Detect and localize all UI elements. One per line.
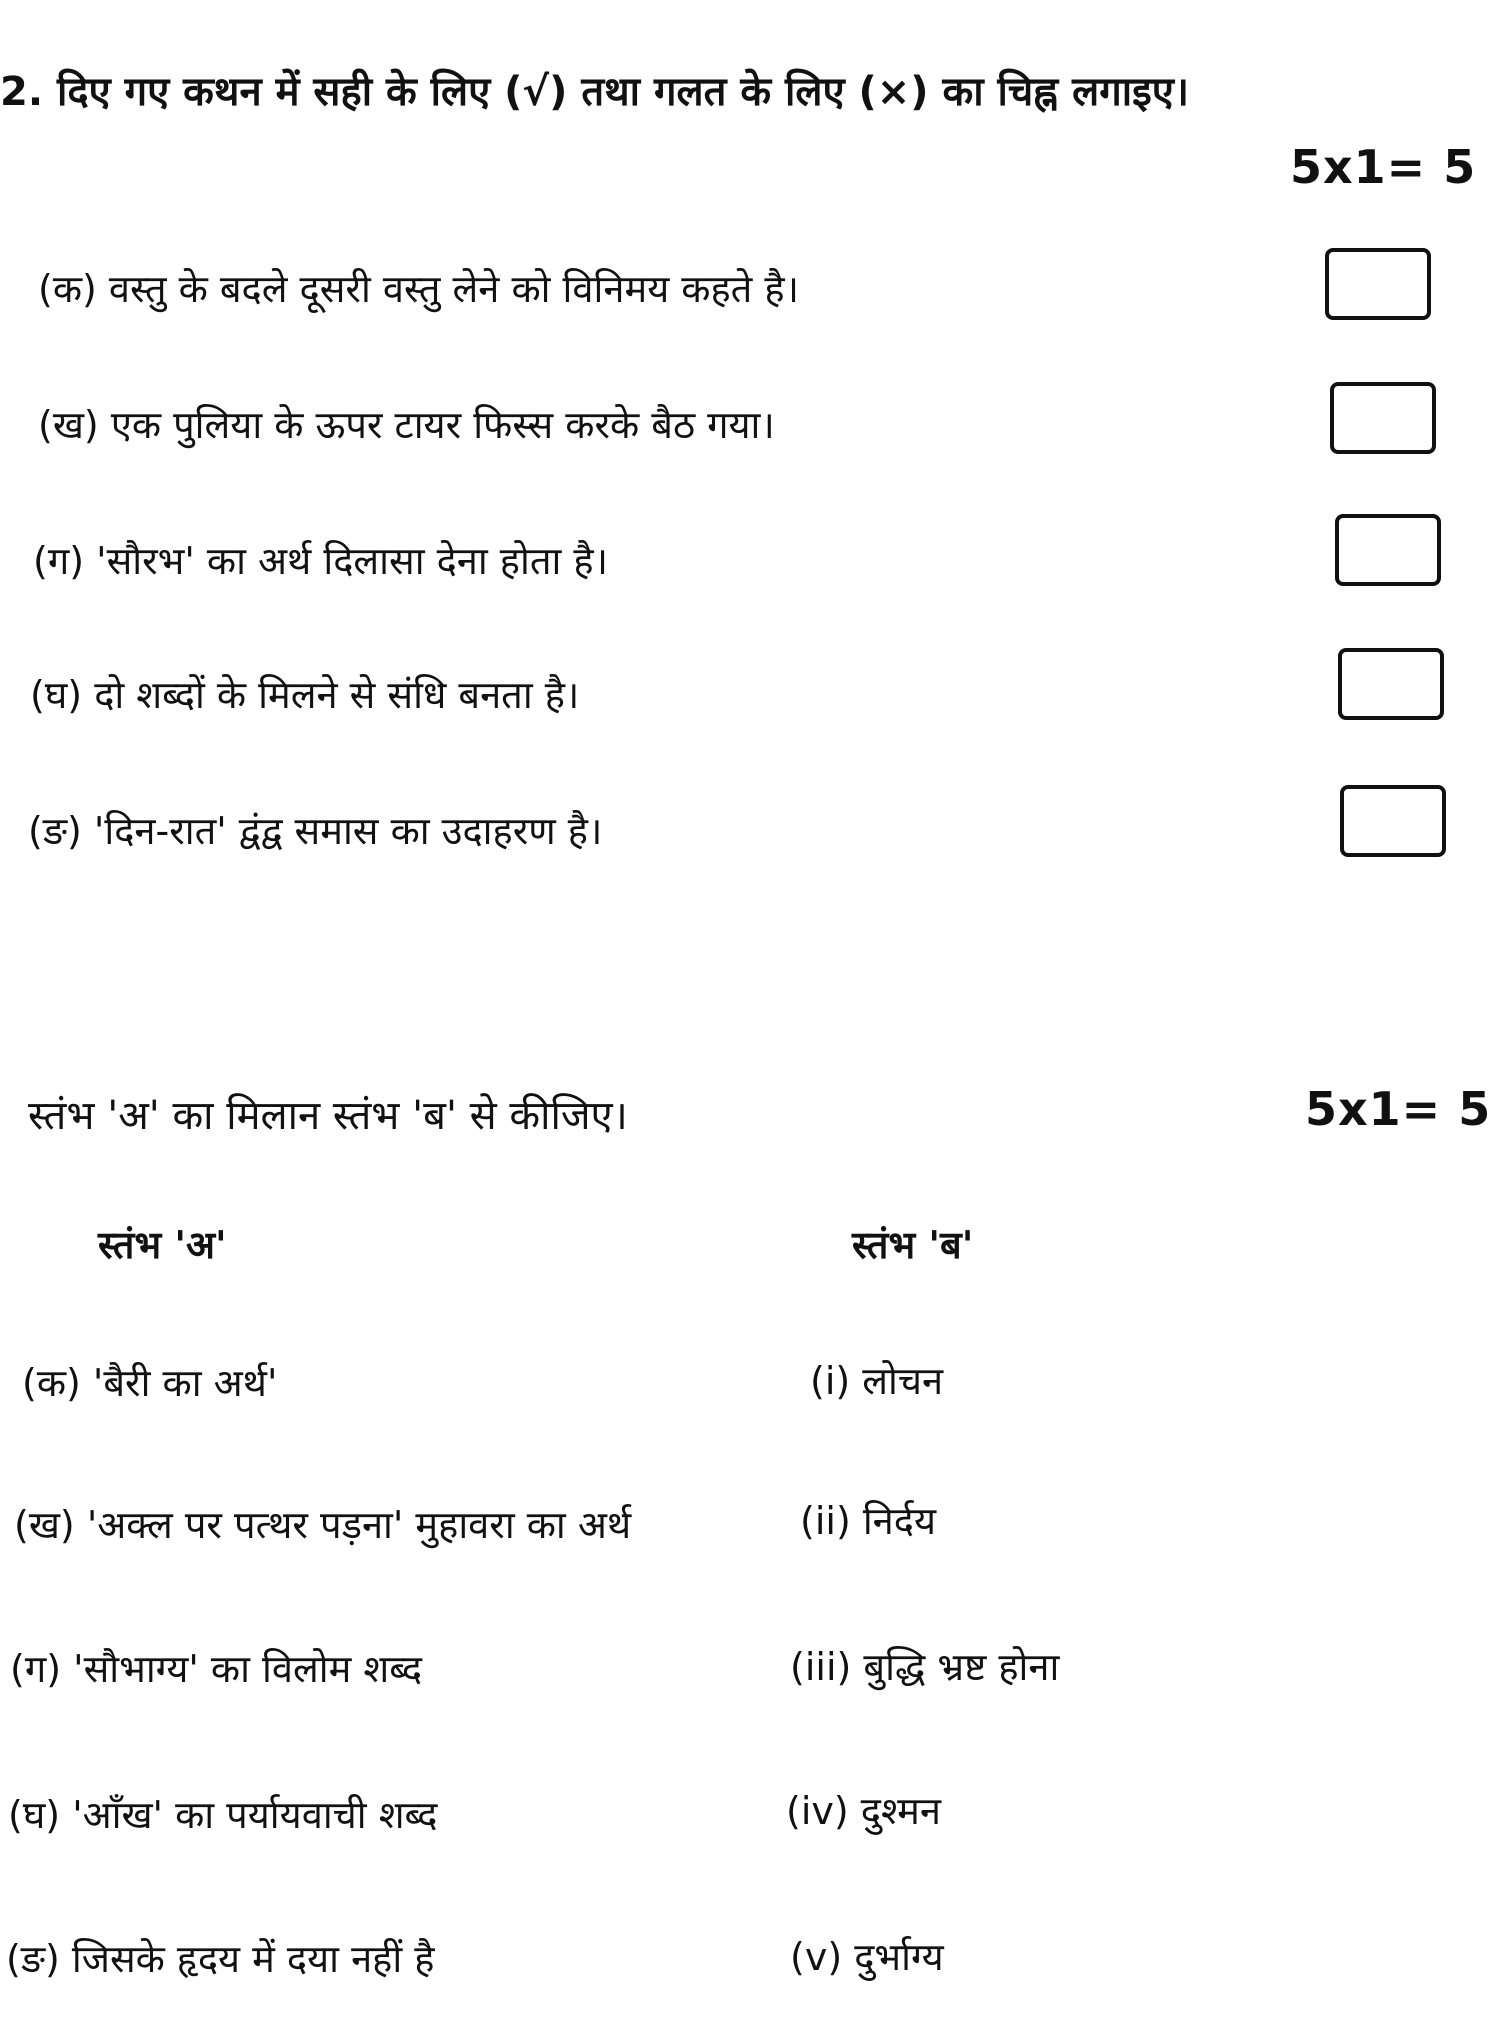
answer-box-nga[interactable] xyxy=(1340,785,1446,857)
answer-box-kha[interactable] xyxy=(1330,382,1436,454)
column-a-item-gha: (घ) 'आँख' का पर्यायवाची शब्द xyxy=(8,1793,438,1837)
question-2-heading: 2. दिए गए कथन में सही के लिए (√) तथा गलत के लिए (×) का चिह्न लगाइए। xyxy=(0,69,1189,115)
column-a-item-kha: (ख) 'अक्ल पर पत्थर पड़ना' मुहावरा का अर्थ xyxy=(14,1503,632,1547)
statement-ka: (क) वस्तु के बदले दूसरी वस्तु लेने को विनिमय कहते है। xyxy=(38,267,799,311)
statement-gha: (घ) दो शब्दों के मिलने से संधि बनता है। xyxy=(30,673,580,717)
column-a-item-nga: (ङ) जिसके हृदय में दया नहीं है xyxy=(6,1937,435,1981)
statement-kha: (ख) एक पुलिया के ऊपर टायर फिस्स करके बैठ गया। xyxy=(38,403,775,447)
answer-box-gha[interactable] xyxy=(1338,648,1444,720)
column-b-item-iii: (iii) बुद्धि भ्रष्ट होना xyxy=(790,1645,1060,1689)
answer-box-ga[interactable] xyxy=(1335,514,1441,586)
column-b-item-v: (v) दुर्भाग्य xyxy=(790,1935,944,1979)
statement-nga: (ङ) 'दिन-रात' द्वंद्व समास का उदाहरण है। xyxy=(28,809,603,853)
section1-marks: 5x1= 5 xyxy=(1290,140,1477,194)
section2-marks: 5x1= 5 xyxy=(1305,1082,1492,1136)
column-a-item-ga: (ग) 'सौभाग्य' का विलोम शब्द xyxy=(10,1647,423,1691)
column-b-item-ii: (ii) निर्दय xyxy=(800,1499,936,1543)
column-b-item-i: (i) लोचन xyxy=(810,1359,944,1403)
column-a-title: स्तंभ 'अ' xyxy=(98,1223,227,1267)
column-b-title: स्तंभ 'ब' xyxy=(852,1223,974,1267)
match-heading: स्तंभ 'अ' का मिलान स्तंभ 'ब' से कीजिए। xyxy=(28,1093,628,1139)
answer-box-ka[interactable] xyxy=(1325,248,1431,320)
column-b-item-iv: (iv) दुश्मन xyxy=(786,1789,941,1833)
statement-ga: (ग) 'सौरभ' का अर्थ दिलासा देना होता है। xyxy=(33,539,608,583)
column-a-item-ka: (क) 'बैरी का अर्थ' xyxy=(22,1361,278,1405)
